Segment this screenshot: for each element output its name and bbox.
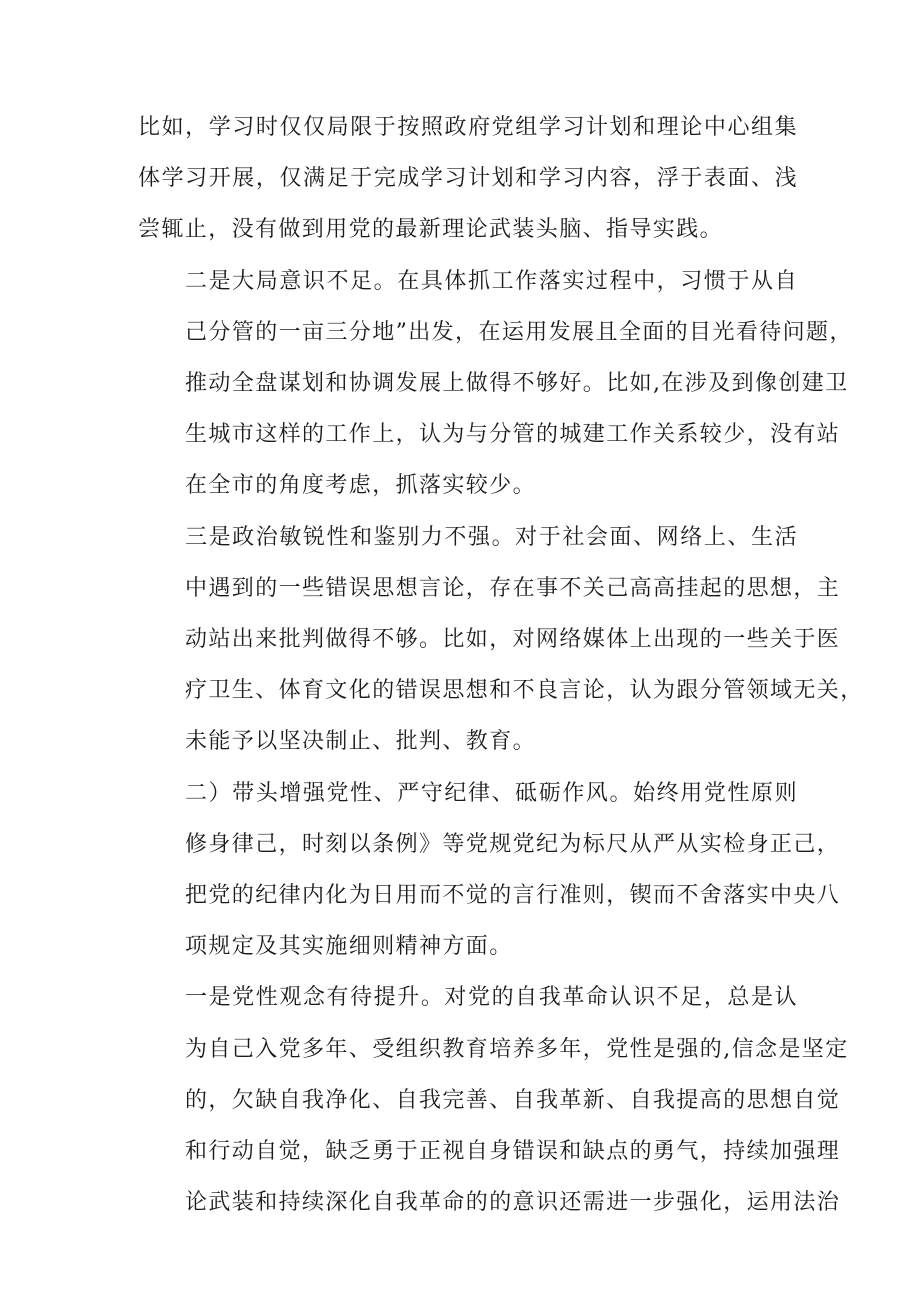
text-line: 己分管的一亩三分地”出发，在运用发展且全面的目光看待问题， (185, 319, 853, 345)
text-line: 未能予以坚决制止、批判、教育。 (185, 729, 537, 755)
text-line: 生城市这样的工作上，认为与分管的城建工作关系较少，没有站 (185, 422, 841, 448)
text-line: 把党的纪律内化为日用而不觉的言行准则，锲而不舍落实中央八 (185, 883, 841, 909)
paragraph-party-spirit (138, 972, 849, 1228)
text-line: 三是政治敏锐性和鉴别力不强。对于社会面、网络上、生活 (185, 524, 798, 550)
paragraph-overall-awareness (138, 256, 853, 512)
text-line: 比如，学习时仅仅局限于按照政府党组学习计划和理论中心组集 (138, 115, 798, 140)
paragraph-section-heading-discipline (138, 768, 841, 973)
text-line: 二）带头增强党性、严守纪律、砥砺作风。始终用党性原则 (185, 780, 798, 806)
text-line: 修身律己，时刻以条例》等党规党纪为标尺从严从实检身正己， (185, 831, 841, 857)
text-line: 尝辄止，没有做到用党的最新理论武装头脑、指导实践。 (138, 217, 724, 243)
text-line: 体学习开展，仅满足于完成学习计划和学习内容，浮于表面、浅 (138, 166, 798, 192)
text-line: 的，欠缺自我净化、自我完善、自我革新、自我提高的思想自觉 (185, 1087, 841, 1113)
text-line: 在全市的角度考虑，抓落实较少。 (185, 473, 537, 499)
paragraph-political-sensitivity (138, 512, 864, 768)
text-line: 和行动自觉，缺乏勇于正视自身错误和缺点的勇气，持续加强理 (185, 1139, 841, 1165)
paragraph-study-example (138, 102, 798, 256)
text-line: 一是党性观念有待提升。对党的自我革命认识不足，总是认 (185, 985, 798, 1011)
text-line: 为自己入党多年、受组织教育培养多年，党性是强的,信念是坚定 (185, 1036, 849, 1062)
text-line: 中遇到的一些错误思想言论，存在事不关己高高挂起的思想，主 (185, 575, 841, 601)
text-line: 二是大局意识不足。在具体抓工作落实过程中，习惯于从自 (185, 268, 798, 294)
text-line: 推动全盘谋划和协调发展上做得不够好。比如,在涉及到像创建卫 (185, 371, 849, 397)
text-line: 疗卫生、体育文化的错误思想和不良言论，认为跟分管领域无关， (185, 678, 864, 704)
document-body (138, 102, 864, 1228)
text-line: 论武装和持续深化自我革命的的意识还需进一步强化，运用法治 (185, 1190, 841, 1216)
text-line: 项规定及其实施细则精神方面。 (185, 934, 513, 960)
text-line: 动站出来批判做得不够。比如，对网络媒体上出现的一些关于医 (185, 627, 841, 653)
